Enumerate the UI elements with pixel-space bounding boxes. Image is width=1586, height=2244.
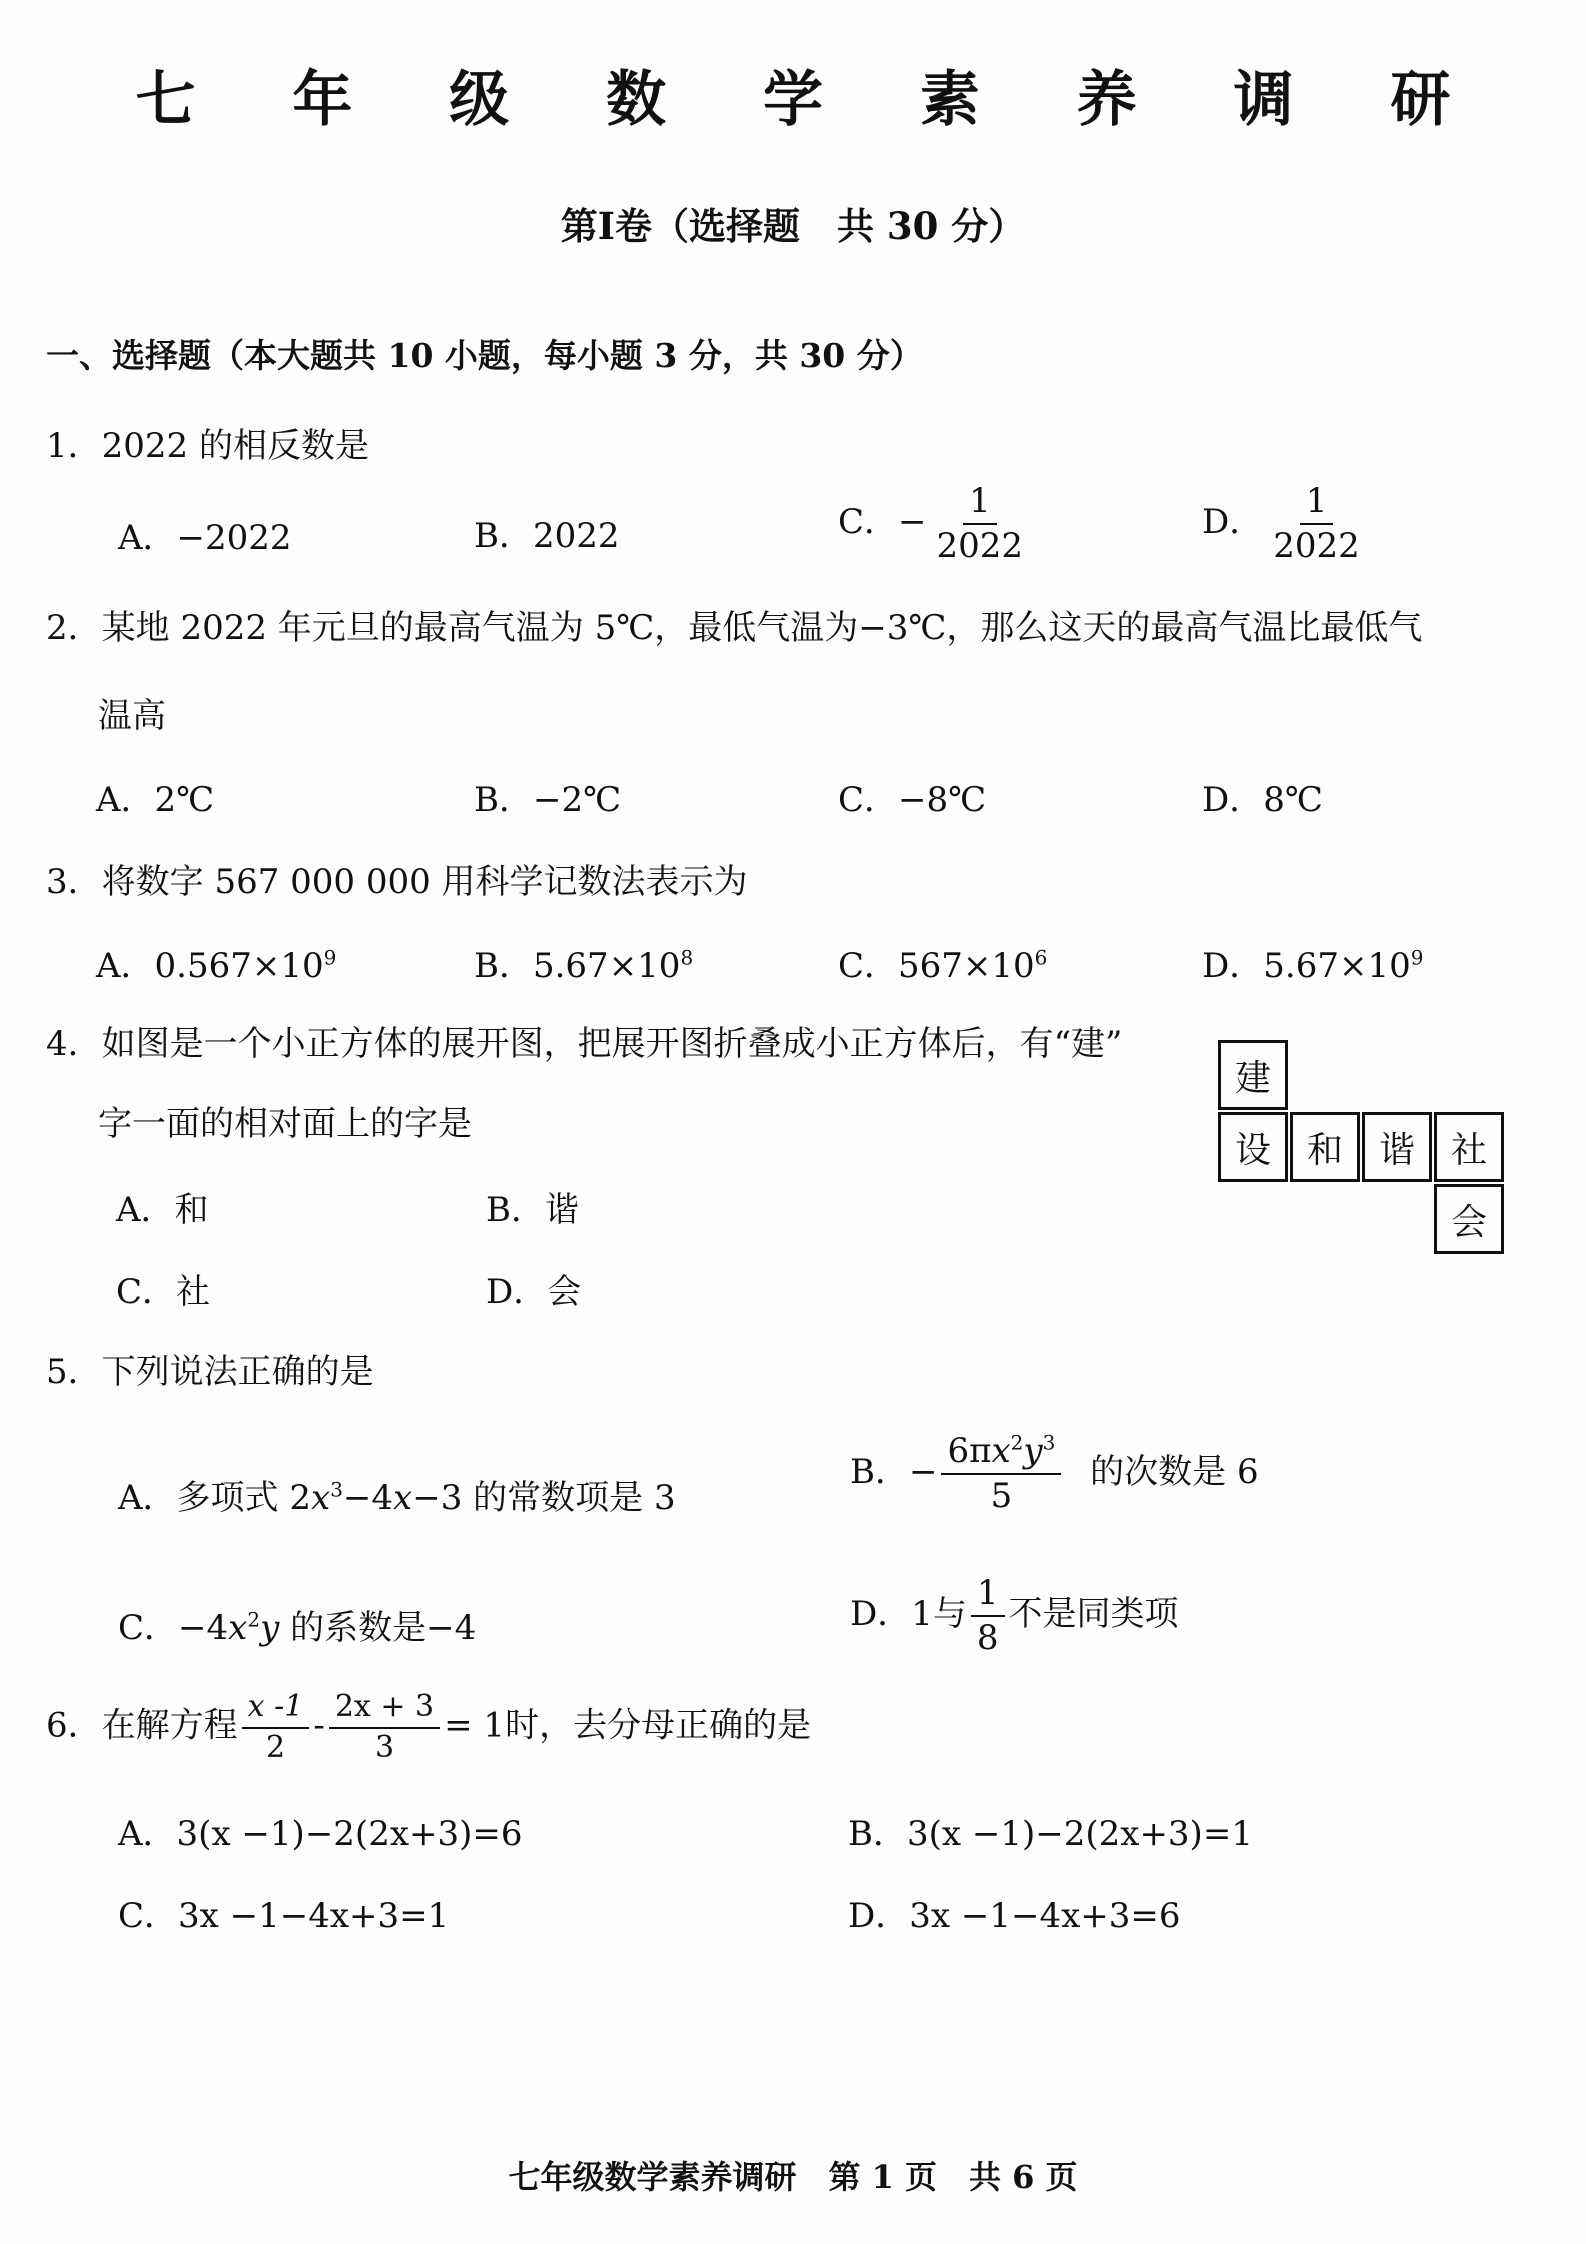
q5-option-a-part3: −3 的常数项是 3 [412, 1478, 676, 1518]
q3-option-b [474, 938, 693, 987]
q5-option-c-exponent: 2 [247, 1607, 261, 1632]
q3-option-a [96, 938, 336, 987]
q6-stem-suffix: 时，去分母正确的是 [505, 1705, 812, 1746]
volume-heading: 第Ⅰ卷（选择题 共 30 分） [560, 204, 1026, 248]
net-cell-she-society: 社 [1434, 1112, 1504, 1182]
q5-option-b-x-exponent: 2 [1010, 1430, 1024, 1455]
q6-option-d: D．3x −1−4x+3=6 [848, 1896, 1181, 1936]
q6-stem-prefix: 6．在解方程 [46, 1705, 238, 1746]
section-heading: 一、选择题（本大题共 10 小题，每小题 3 分，共 30 分） [46, 336, 923, 375]
q5-option-a-part2: −4 [342, 1478, 394, 1518]
q5-option-a-part1: A．多项式 2 [118, 1478, 311, 1518]
q5-option-c-part2: 的系数是−4 [279, 1608, 477, 1648]
net-cell-he: 和 [1290, 1112, 1360, 1182]
q5-option-d-prefix: D．1与 [850, 1594, 967, 1635]
q6-minus: - [313, 1705, 325, 1746]
q5-option-d-denominator: 8 [976, 1618, 999, 1659]
q5-option-d-suffix: 不是同类项 [1008, 1594, 1179, 1635]
q3-option-c-exponent: 6 [1034, 945, 1048, 970]
q6-fraction-2 [329, 1690, 440, 1765]
q5-option-b-coef: 6π [947, 1431, 992, 1471]
q1-option-c-fraction [931, 482, 1030, 566]
q3-option-c-base: C．567×10 [838, 946, 1035, 986]
q5-option-b-denominator: 5 [990, 1476, 1013, 1517]
q3-option-a-exponent: 9 [323, 945, 337, 970]
q5-option-b-x: x [991, 1431, 1011, 1471]
question-4-line2: 字一面的相对面上的字是 [98, 1104, 472, 1144]
q5-option-b-prefix: B．− [850, 1452, 938, 1493]
q6-fraction-1-numerator: x -1 [242, 1690, 310, 1729]
q6-equals: = 1 [444, 1705, 506, 1746]
question-2-line1: 2．某地 2022 年元旦的最高气温为 5℃，最低气温为−3℃，那么这天的最高气温比最低气 [46, 608, 1423, 648]
question-1-stem: 1．2022 的相反数是 [46, 426, 369, 466]
q1-option-d-fraction [1267, 482, 1366, 566]
q1-option-d-numerator: 1 [1300, 482, 1334, 525]
question-5-stem: 5．下列说法正确的是 [46, 1352, 374, 1392]
q4-option-b: B．谐 [486, 1190, 579, 1230]
q5-option-a-x: x [311, 1478, 331, 1518]
q6-option-b: B．3(x −1)−2(2x+3)=1 [848, 1814, 1253, 1854]
q1-option-c-numerator: 1 [963, 482, 997, 525]
q4-option-a: A．和 [116, 1190, 209, 1230]
net-cell-she-design: 设 [1218, 1112, 1288, 1182]
net-cell-xie: 谐 [1362, 1112, 1432, 1182]
q6-fraction-1-denominator: 2 [265, 1729, 286, 1765]
cube-net-figure [1218, 1040, 1508, 1256]
page-footer: 七年级数学素养调研 第 1 页 共 6 页 [508, 2158, 1078, 2196]
q1-option-a: A．−2022 [118, 518, 292, 558]
q1-option-d-prefix: D． [1202, 502, 1264, 543]
q5-option-b-numerator [941, 1432, 1061, 1475]
q3-option-d-exponent: 9 [1410, 945, 1424, 970]
page-title: 七 年 级 数 学 素 养 调 研 [135, 65, 1489, 135]
q5-option-a [118, 1470, 676, 1519]
q6-option-c: C．3x −1−4x+3=1 [118, 1896, 450, 1936]
q4-option-d: D．会 [486, 1272, 582, 1312]
net-cell-jian: 建 [1218, 1040, 1288, 1110]
q1-option-d [1202, 482, 1370, 566]
q1-option-b: B．2022 [474, 516, 620, 556]
q3-option-b-base: B．5.67×10 [474, 946, 681, 986]
q5-option-c-part1: C．−4 [118, 1608, 229, 1648]
q5-option-b-y-exponent: 3 [1042, 1430, 1056, 1455]
q6-fraction-2-denominator: 3 [374, 1729, 395, 1765]
question-2-line2: 温高 [98, 696, 166, 736]
q5-option-b-suffix: 的次数是 6 [1090, 1452, 1259, 1493]
q6-option-a: A．3(x −1)−2(2x+3)=6 [118, 1814, 523, 1854]
net-cell-hui: 会 [1434, 1184, 1504, 1254]
q1-option-c-prefix: C．− [838, 502, 927, 543]
q1-option-c [838, 482, 1033, 566]
q5-option-d [850, 1574, 1179, 1658]
q3-option-a-base: A．0.567×10 [96, 946, 324, 986]
q2-option-d: D．8℃ [1202, 780, 1323, 820]
q5-option-a-exponent: 3 [330, 1477, 343, 1502]
question-6-stem [46, 1690, 811, 1765]
q3-option-c [838, 938, 1047, 987]
q5-option-b-y: y [1023, 1431, 1043, 1471]
q5-option-b-fraction [941, 1432, 1061, 1516]
question-3-stem: 3．将数字 567 000 000 用科学记数法表示为 [46, 862, 748, 902]
q4-option-c: C．社 [116, 1272, 211, 1312]
q5-option-c-x: x [228, 1608, 248, 1648]
q6-fraction-2-numerator: 2x + 3 [329, 1690, 440, 1729]
q5-option-d-fraction [971, 1574, 1005, 1658]
q6-fraction-1 [242, 1690, 310, 1765]
q5-option-c [118, 1600, 476, 1649]
q3-option-d-base: D．5.67×10 [1202, 946, 1411, 986]
q5-option-a-x2: x [393, 1478, 413, 1518]
q1-option-d-denominator: 2022 [1273, 526, 1360, 567]
q2-option-b: B．−2℃ [474, 780, 622, 820]
q2-option-c: C．−8℃ [838, 780, 987, 820]
q1-option-c-denominator: 2022 [936, 526, 1024, 567]
question-4-line1: 4．如图是一个小正方体的展开图，把展开图折叠成小正方体后，有“建” [46, 1024, 1123, 1064]
q5-option-c-y: y [260, 1608, 280, 1648]
q3-option-b-exponent: 8 [680, 945, 694, 970]
q2-option-a: A．2℃ [96, 780, 215, 820]
q3-option-d [1202, 938, 1423, 987]
q5-option-d-numerator: 1 [971, 1574, 1005, 1617]
q5-option-b [850, 1432, 1259, 1516]
